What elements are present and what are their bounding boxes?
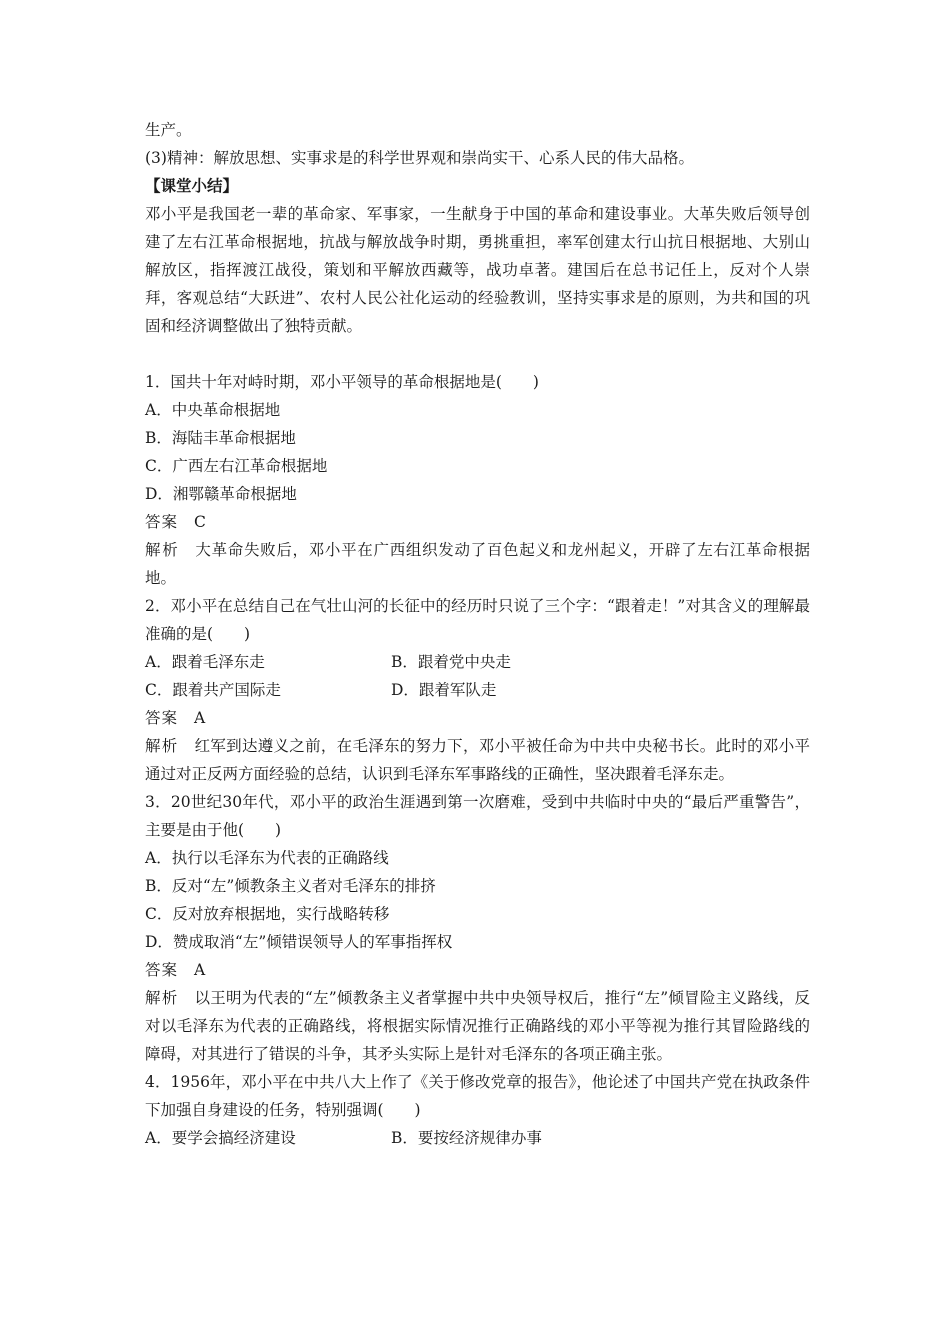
analysis-block <box>145 536 810 592</box>
analysis-text: 以王明为代表的“左”倾教条主义者掌握中共中央领导权后，推行“左”倾冒险主义路线，反对以毛泽东为代表的正确路线，将根据实际情况推行正确路线的邓小平等视为推行其冒险路线的障碍，对其进行了错误的斗争，其矛头实际上是针对毛泽东的各项正确主张。 <box>145 989 810 1063</box>
question-1 <box>145 368 810 592</box>
spacer <box>145 340 810 368</box>
analysis-text: 大革命失败后，邓小平在广西组织发动了百色起义和龙州起义，开辟了左右江革命根据地。 <box>145 541 810 587</box>
answer-label: 答案 <box>145 961 179 979</box>
option-c: C．跟着共产国际走 <box>145 681 281 699</box>
answer-line <box>145 704 810 732</box>
analysis-label: 解析 <box>145 989 179 1007</box>
document-page <box>145 116 810 1152</box>
option-a: A．跟着毛泽东走 <box>145 653 265 671</box>
answer-value: C <box>194 513 206 531</box>
option-c: C．广西左右江革命根据地 <box>145 457 328 475</box>
question-2 <box>145 592 810 788</box>
answer-value: A <box>194 961 206 979</box>
analysis-text: 红军到达遵义之前，在毛泽东的努力下，邓小平被任命为中共中央秘书长。此时的邓小平通过对正反两方面经验的总结，认识到毛泽东军事路线的正确性，坚决跟着毛泽东走。 <box>145 737 810 783</box>
intro-line-2: (3)精神：解放思想、实事求是的科学世界观和崇尚实干、心系人民的伟大品格。 <box>145 149 694 167</box>
option-row <box>145 676 810 704</box>
answer-label: 答案 <box>145 513 179 531</box>
question-stem: 2．邓小平在总结自己在气壮山河的长征中的经历时只说了三个字：“跟着走！”对其含义的理解最准确的是( ) <box>145 597 810 643</box>
option-b: B．要按经济规律办事 <box>391 1129 542 1147</box>
option-a: A．执行以毛泽东为代表的正确路线 <box>145 849 389 867</box>
answer-line <box>145 508 810 536</box>
option-a: A．要学会搞经济建设 <box>145 1129 296 1147</box>
question-stem: 1．国共十年对峙时期，邓小平领导的革命根据地是( ) <box>145 373 539 391</box>
option-b: B．跟着党中央走 <box>391 653 511 671</box>
option-d: D．跟着军队走 <box>391 681 497 699</box>
option-d: D．赞成取消“左”倾错误领导人的军事指挥权 <box>145 933 453 951</box>
option-row <box>145 1124 810 1152</box>
option-c: C．反对放弃根据地，实行战略转移 <box>145 905 390 923</box>
option-b: B．海陆丰革命根据地 <box>145 429 296 447</box>
analysis-block <box>145 984 810 1068</box>
analysis-block <box>145 732 810 788</box>
analysis-label: 解析 <box>145 737 179 755</box>
question-3 <box>145 788 810 1068</box>
answer-line <box>145 956 810 984</box>
question-stem: 3．20世纪30年代，邓小平的政治生涯遇到第一次磨难，受到中共临时中央的“最后严重警告”，主要是由于他( ) <box>145 793 810 839</box>
option-b: B．反对“左”倾教条主义者对毛泽东的排挤 <box>145 877 436 895</box>
intro-line-1: 生产。 <box>145 121 192 139</box>
question-4 <box>145 1068 810 1152</box>
summary-heading: 【课堂小结】 <box>145 176 239 195</box>
summary-text: 邓小平是我国老一辈的革命家、军事家，一生献身于中国的革命和建设事业。大革失败后领导创建了左右江革命根据地，抗战与解放战争时期，勇挑重担，率军创建太行山抗日根据地、大别山解放区，指挥渡江战役，策划和平解放西藏等，战功卓著。建国后在总书记任上，反对个人崇拜，客观总结“大跃进”、农村人民公社化运动的经验教训，坚持实事求是的原则，为共和国的巩固和经济调整做出了独特贡献。 <box>145 205 810 335</box>
option-a: A．中央革命根据地 <box>145 401 281 419</box>
answer-value: A <box>194 709 206 727</box>
question-stem: 4．1956年，邓小平在中共八大上作了《关于修改党章的报告》，他论述了中国共产党在执政条件下加强自身建设的任务，特别强调( ) <box>145 1073 810 1119</box>
answer-label: 答案 <box>145 709 179 727</box>
option-d: D．湘鄂赣革命根据地 <box>145 485 297 503</box>
analysis-label: 解析 <box>145 541 180 559</box>
option-row <box>145 648 810 676</box>
